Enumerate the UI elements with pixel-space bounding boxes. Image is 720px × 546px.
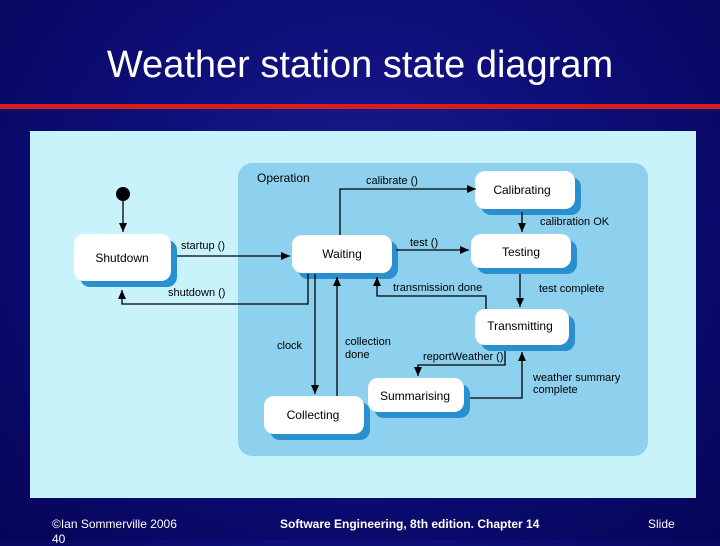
label-test: test () (410, 237, 439, 249)
label-weather-summary-line2: complete (533, 384, 578, 396)
label-startup: startup () (181, 240, 226, 252)
label-collection-line2: done (345, 349, 370, 361)
footer-slide-label: Slide (648, 517, 675, 531)
state-collecting (264, 396, 370, 440)
initial-state-dot (116, 187, 130, 201)
state-shutdown (74, 234, 177, 287)
state-summarising (368, 378, 470, 418)
footer-book-title: Software Engineering, 8th edition. Chapter 14 (280, 517, 540, 531)
operation-label: Operation (257, 171, 310, 185)
label-transmission-done: transmission done (393, 282, 483, 294)
slide-title: Weather station state diagram (106, 44, 614, 86)
state-transmitting (475, 309, 575, 351)
state-waiting (292, 235, 398, 279)
label-weather-summary-line1: weather summary (533, 372, 621, 384)
state-collecting-label: Collecting (286, 408, 340, 422)
state-testing-label: Testing (501, 245, 541, 259)
footer-slide-number: 40 (52, 532, 66, 546)
label-shutdown: shutdown () (168, 287, 226, 299)
state-summarising-label: Summarising (379, 389, 451, 403)
state-calibrating-label: Calibrating (493, 183, 551, 197)
footer-copyright: ©Ian Sommerville 2006 (52, 517, 177, 531)
state-calibrating (475, 171, 581, 215)
label-calibration-ok: calibration OK (540, 216, 610, 228)
label-collection-line1: collection (345, 336, 391, 348)
state-testing (471, 234, 577, 274)
label-calibrate: calibrate () (366, 175, 418, 187)
label-clock: clock (277, 340, 303, 352)
label-test-complete: test complete (539, 283, 605, 295)
label-report-weather: reportWeather () (423, 351, 504, 363)
state-waiting-label: Waiting (322, 247, 362, 261)
state-transmitting-label: Transmitting (487, 319, 553, 333)
state-shutdown-label: Shutdown (95, 251, 149, 265)
